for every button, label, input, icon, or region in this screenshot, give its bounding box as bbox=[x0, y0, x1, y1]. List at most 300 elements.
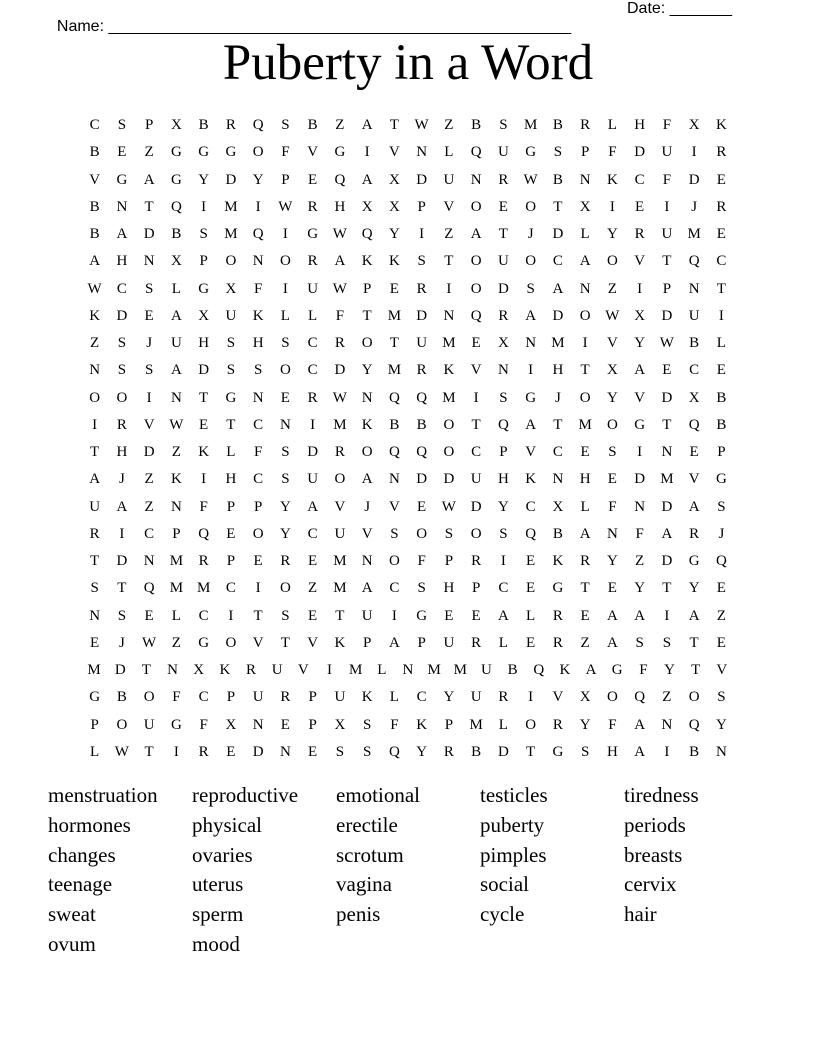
grid-letter[interactable]: U bbox=[271, 662, 283, 678]
grid-letter[interactable]: S bbox=[499, 525, 508, 542]
grid-letter[interactable]: K bbox=[334, 634, 346, 651]
grid-letter[interactable]: P bbox=[444, 716, 454, 733]
grid-letter[interactable]: W bbox=[169, 416, 184, 433]
grid-letter[interactable]: I bbox=[201, 471, 207, 488]
grid-letter[interactable]: M bbox=[442, 335, 456, 351]
grid-letter[interactable]: B bbox=[716, 416, 727, 433]
grid-letter[interactable]: K bbox=[219, 662, 231, 678]
grid-letter[interactable]: O bbox=[279, 253, 291, 270]
grid-letter[interactable]: Q bbox=[252, 226, 264, 242]
grid-letter[interactable]: E bbox=[716, 171, 726, 188]
grid-letter[interactable]: V bbox=[634, 389, 646, 406]
grid-letter[interactable]: D bbox=[634, 144, 646, 161]
grid-letter[interactable]: Y bbox=[361, 362, 373, 379]
grid-letter[interactable]: K bbox=[170, 471, 182, 488]
grid-letter[interactable]: O bbox=[388, 553, 400, 569]
grid-letter[interactable]: P bbox=[499, 444, 508, 460]
grid-letter[interactable]: O bbox=[443, 416, 455, 433]
grid-letter[interactable]: N bbox=[252, 389, 264, 406]
grid-letter[interactable]: E bbox=[308, 553, 318, 569]
grid-letter[interactable]: M bbox=[469, 716, 483, 733]
grid-letter[interactable]: O bbox=[225, 253, 237, 270]
grid-letter[interactable]: T bbox=[553, 416, 563, 433]
grid-letter[interactable]: P bbox=[662, 280, 672, 297]
grid-letter[interactable]: N bbox=[634, 498, 646, 515]
grid-letter[interactable]: I bbox=[637, 280, 643, 297]
grid-letter[interactable]: D bbox=[552, 307, 564, 324]
grid-letter[interactable]: C bbox=[307, 335, 318, 351]
name-field[interactable]: Name: ____________________________________________________ bbox=[56, 18, 572, 35]
grid-letter[interactable]: E bbox=[716, 226, 726, 242]
grid-letter[interactable]: Q bbox=[470, 307, 482, 324]
grid-letter[interactable]: T bbox=[280, 634, 290, 651]
grid-letter[interactable]: R bbox=[334, 444, 345, 460]
grid-letter[interactable]: K bbox=[443, 362, 455, 379]
grid-letter[interactable]: S bbox=[362, 743, 372, 760]
grid-letter[interactable]: R bbox=[552, 634, 563, 651]
grid-letter[interactable]: G bbox=[688, 553, 700, 569]
grid-letter[interactable]: O bbox=[443, 444, 455, 460]
grid-letter[interactable]: Z bbox=[335, 117, 345, 133]
grid-letter[interactable]: T bbox=[553, 198, 563, 215]
grid-letter[interactable]: V bbox=[297, 662, 309, 678]
grid-letter[interactable]: G bbox=[198, 280, 210, 297]
grid-letter[interactable]: I bbox=[282, 226, 288, 242]
grid-letter[interactable]: U bbox=[361, 607, 373, 624]
grid-letter[interactable]: J bbox=[718, 525, 725, 542]
grid-letter[interactable]: E bbox=[716, 580, 726, 597]
grid-letter[interactable]: P bbox=[580, 144, 590, 161]
grid-letter[interactable]: Q bbox=[416, 444, 428, 460]
grid-letter[interactable]: F bbox=[253, 444, 263, 460]
grid-letter[interactable]: C bbox=[198, 607, 209, 624]
grid-letter[interactable]: A bbox=[388, 634, 400, 651]
grid-letter[interactable]: A bbox=[525, 307, 537, 324]
grid-letter[interactable]: U bbox=[334, 525, 346, 542]
grid-letter[interactable]: D bbox=[634, 471, 646, 488]
grid-letter[interactable]: E bbox=[607, 471, 617, 488]
grid-letter[interactable]: Q bbox=[334, 171, 346, 188]
grid-letter[interactable]: Y bbox=[388, 226, 400, 242]
grid-letter[interactable]: E bbox=[308, 743, 318, 760]
grid-letter[interactable]: K bbox=[388, 253, 400, 270]
grid-letter[interactable]: D bbox=[416, 171, 428, 188]
grid-letter[interactable]: M bbox=[578, 416, 592, 433]
grid-letter[interactable]: Z bbox=[308, 580, 318, 597]
grid-letter[interactable]: G bbox=[170, 144, 182, 161]
grid-letter[interactable]: E bbox=[417, 498, 427, 515]
grid-letter[interactable]: G bbox=[225, 144, 237, 161]
grid-letter[interactable]: T bbox=[526, 743, 536, 760]
grid-letter[interactable]: O bbox=[279, 362, 291, 379]
grid-letter[interactable]: U bbox=[252, 689, 264, 706]
grid-letter[interactable]: Q bbox=[361, 226, 373, 242]
grid-letter[interactable]: E bbox=[226, 743, 236, 760]
grid-letter[interactable]: O bbox=[225, 634, 237, 651]
grid-letter[interactable]: J bbox=[146, 335, 153, 351]
grid-letter[interactable]: W bbox=[441, 498, 456, 515]
grid-letter[interactable]: P bbox=[226, 498, 236, 515]
grid-letter[interactable]: I bbox=[119, 525, 125, 542]
grid-letter[interactable]: O bbox=[89, 389, 101, 406]
grid-letter[interactable]: O bbox=[416, 525, 428, 542]
grid-letter[interactable]: I bbox=[582, 335, 588, 351]
grid-letter[interactable]: O bbox=[606, 689, 618, 706]
grid-letter[interactable]: N bbox=[361, 389, 373, 406]
grid-letter[interactable]: U bbox=[688, 307, 700, 324]
grid-letter[interactable]: Q bbox=[688, 253, 700, 270]
grid-letter[interactable]: E bbox=[90, 634, 100, 651]
grid-letter[interactable]: D bbox=[497, 280, 509, 297]
grid-letter[interactable]: R bbox=[498, 307, 509, 324]
grid-letter[interactable]: B bbox=[716, 389, 727, 406]
grid-letter[interactable]: F bbox=[199, 498, 208, 515]
grid-letter[interactable]: P bbox=[199, 253, 208, 270]
grid-letter[interactable]: T bbox=[90, 444, 100, 460]
grid-letter[interactable]: P bbox=[308, 716, 317, 733]
grid-letter[interactable]: T bbox=[580, 580, 590, 597]
grid-letter[interactable]: K bbox=[525, 471, 537, 488]
grid-letter[interactable]: I bbox=[528, 362, 534, 379]
grid-letter[interactable]: N bbox=[252, 253, 264, 270]
grid-letter[interactable]: J bbox=[118, 471, 125, 488]
grid-letter[interactable]: A bbox=[606, 607, 618, 624]
grid-letter[interactable]: M bbox=[169, 580, 184, 597]
grid-letter[interactable]: D bbox=[252, 743, 264, 760]
grid-letter[interactable]: E bbox=[199, 416, 209, 433]
grid-letter[interactable]: A bbox=[334, 253, 346, 270]
grid-letter[interactable]: M bbox=[523, 117, 538, 133]
grid-letter[interactable]: S bbox=[117, 607, 127, 624]
grid-letter[interactable]: Y bbox=[198, 171, 210, 188]
grid-letter[interactable]: N bbox=[361, 553, 373, 569]
grid-letter[interactable]: K bbox=[89, 307, 101, 324]
grid-letter[interactable]: R bbox=[716, 198, 727, 215]
grid-letter[interactable]: U bbox=[170, 335, 182, 351]
grid-letter[interactable]: S bbox=[117, 362, 127, 379]
grid-letter[interactable]: F bbox=[335, 307, 345, 324]
grid-letter[interactable]: R bbox=[498, 171, 509, 188]
grid-letter[interactable]: V bbox=[361, 525, 373, 542]
grid-letter[interactable]: F bbox=[608, 144, 617, 161]
grid-letter[interactable]: Z bbox=[444, 117, 454, 133]
grid-letter[interactable]: T bbox=[199, 389, 209, 406]
grid-letter[interactable]: V bbox=[606, 335, 618, 351]
grid-letter[interactable]: Z bbox=[171, 634, 181, 651]
grid-letter[interactable]: D bbox=[416, 471, 428, 488]
grid-letter[interactable]: A bbox=[525, 416, 537, 433]
grid-letter[interactable]: S bbox=[144, 362, 154, 379]
grid-letter[interactable]: V bbox=[716, 662, 728, 678]
grid-letter[interactable]: L bbox=[389, 689, 399, 706]
grid-letter[interactable]: R bbox=[580, 117, 591, 133]
grid-letter[interactable]: I bbox=[446, 280, 452, 297]
grid-letter[interactable]: H bbox=[497, 471, 509, 488]
grid-letter[interactable]: O bbox=[525, 716, 537, 733]
grid-letter[interactable]: D bbox=[661, 307, 673, 324]
grid-letter[interactable]: T bbox=[662, 580, 672, 597]
grid-letter[interactable]: E bbox=[580, 607, 590, 624]
grid-letter[interactable]: X bbox=[579, 689, 591, 706]
grid-letter[interactable]: D bbox=[688, 171, 700, 188]
grid-letter[interactable]: O bbox=[252, 144, 264, 161]
grid-letter[interactable]: E bbox=[689, 444, 699, 460]
grid-letter[interactable]: R bbox=[198, 553, 209, 569]
grid-letter[interactable]: O bbox=[525, 198, 537, 215]
grid-letter[interactable]: L bbox=[444, 144, 454, 161]
grid-letter[interactable]: G bbox=[225, 389, 237, 406]
grid-letter[interactable]: O bbox=[579, 307, 591, 324]
grid-letter[interactable]: O bbox=[470, 525, 482, 542]
grid-letter[interactable]: O bbox=[688, 689, 700, 706]
grid-letter[interactable]: I bbox=[326, 662, 332, 678]
grid-letter[interactable]: P bbox=[253, 498, 263, 515]
grid-letter[interactable]: N bbox=[89, 362, 101, 379]
grid-letter[interactable]: S bbox=[281, 444, 290, 460]
grid-letter[interactable]: W bbox=[142, 634, 157, 651]
grid-letter[interactable]: X bbox=[388, 171, 400, 188]
grid-letter[interactable]: R bbox=[416, 362, 427, 379]
grid-letter[interactable]: X bbox=[170, 253, 182, 270]
grid-letter[interactable]: R bbox=[307, 389, 318, 406]
grid-letter[interactable]: N bbox=[170, 498, 182, 515]
grid-letter[interactable]: N bbox=[470, 171, 482, 188]
grid-letter[interactable]: M bbox=[427, 662, 441, 678]
grid-letter[interactable]: X bbox=[606, 362, 618, 379]
grid-letter[interactable]: C bbox=[307, 525, 318, 542]
grid-letter[interactable]: U bbox=[661, 226, 673, 242]
grid-letter[interactable]: R bbox=[280, 553, 291, 569]
grid-letter[interactable]: X bbox=[225, 716, 237, 733]
grid-letter[interactable]: Z bbox=[144, 498, 154, 515]
grid-letter[interactable]: N bbox=[143, 553, 155, 569]
grid-letter[interactable]: I bbox=[146, 389, 152, 406]
grid-letter[interactable]: A bbox=[116, 226, 128, 242]
grid-letter[interactable]: F bbox=[172, 689, 181, 706]
grid-letter[interactable]: S bbox=[553, 144, 563, 161]
grid-letter[interactable]: S bbox=[499, 389, 508, 406]
grid-letter[interactable]: S bbox=[608, 444, 617, 460]
grid-letter[interactable]: M bbox=[442, 389, 456, 406]
grid-letter[interactable]: O bbox=[361, 335, 373, 351]
grid-letter[interactable]: T bbox=[117, 580, 127, 597]
grid-letter[interactable]: S bbox=[117, 117, 127, 133]
grid-letter[interactable]: U bbox=[225, 307, 237, 324]
grid-letter[interactable]: O bbox=[116, 389, 128, 406]
grid-letter[interactable]: T bbox=[471, 416, 481, 433]
grid-letter[interactable]: X bbox=[634, 307, 646, 324]
grid-letter[interactable]: Q bbox=[715, 553, 727, 569]
grid-letter[interactable]: H bbox=[252, 335, 264, 351]
grid-letter[interactable]: D bbox=[334, 362, 346, 379]
grid-letter[interactable]: S bbox=[90, 580, 99, 597]
grid-letter[interactable]: M bbox=[224, 198, 238, 215]
grid-letter[interactable]: S bbox=[662, 634, 672, 651]
grid-letter[interactable]: M bbox=[333, 580, 347, 597]
grid-letter[interactable]: L bbox=[526, 607, 536, 624]
grid-letter[interactable]: T bbox=[389, 335, 399, 351]
grid-letter[interactable]: U bbox=[143, 716, 155, 733]
grid-letter[interactable]: T bbox=[691, 662, 701, 678]
grid-letter[interactable]: L bbox=[498, 716, 508, 733]
grid-letter[interactable]: W bbox=[278, 198, 293, 215]
grid-letter[interactable]: O bbox=[606, 416, 618, 433]
grid-letter[interactable]: D bbox=[661, 553, 673, 569]
grid-letter[interactable]: Y bbox=[688, 580, 700, 597]
grid-letter[interactable]: O bbox=[143, 689, 155, 706]
grid-letter[interactable]: N bbox=[89, 607, 101, 624]
grid-letter[interactable]: H bbox=[116, 253, 128, 270]
grid-letter[interactable]: N bbox=[606, 525, 618, 542]
grid-letter[interactable]: G bbox=[334, 144, 346, 161]
grid-letter[interactable]: T bbox=[662, 416, 672, 433]
grid-letter[interactable]: W bbox=[332, 280, 347, 297]
grid-letter[interactable]: T bbox=[580, 362, 590, 379]
grid-letter[interactable]: T bbox=[253, 607, 263, 624]
grid-letter[interactable]: K bbox=[606, 171, 618, 188]
grid-letter[interactable]: U bbox=[443, 171, 455, 188]
grid-letter[interactable]: C bbox=[253, 471, 264, 488]
grid-letter[interactable]: O bbox=[606, 253, 618, 270]
grid-letter[interactable]: U bbox=[334, 689, 346, 706]
grid-letter[interactable]: E bbox=[144, 307, 154, 324]
grid-letter[interactable]: N bbox=[167, 662, 178, 678]
grid-letter[interactable]: X bbox=[688, 389, 700, 406]
grid-letter[interactable]: B bbox=[89, 198, 100, 215]
grid-letter[interactable]: C bbox=[498, 580, 509, 597]
grid-letter[interactable]: H bbox=[606, 743, 618, 760]
grid-letter[interactable]: I bbox=[173, 743, 179, 760]
grid-letter[interactable]: E bbox=[308, 607, 318, 624]
grid-letter[interactable]: R bbox=[716, 144, 727, 161]
grid-letter[interactable]: Y bbox=[579, 716, 591, 733]
grid-letter[interactable]: T bbox=[662, 253, 672, 270]
grid-letter[interactable]: I bbox=[391, 607, 397, 624]
grid-letter[interactable]: Y bbox=[279, 498, 291, 515]
grid-letter[interactable]: A bbox=[585, 662, 597, 678]
grid-letter[interactable]: N bbox=[715, 743, 727, 760]
grid-letter[interactable]: T bbox=[335, 607, 345, 624]
grid-letter[interactable]: S bbox=[417, 580, 426, 597]
grid-letter[interactable]: L bbox=[580, 498, 590, 515]
grid-letter[interactable]: G bbox=[170, 171, 182, 188]
grid-letter[interactable]: I bbox=[282, 280, 288, 297]
grid-letter[interactable]: A bbox=[470, 226, 482, 242]
grid-letter[interactable]: Y bbox=[416, 743, 428, 760]
grid-letter[interactable]: M bbox=[687, 226, 701, 242]
grid-letter[interactable]: C bbox=[198, 689, 209, 706]
grid-letter[interactable]: I bbox=[364, 144, 370, 161]
grid-letter[interactable]: Q bbox=[533, 662, 545, 678]
grid-letter[interactable]: P bbox=[226, 689, 236, 706]
grid-letter[interactable]: S bbox=[281, 117, 290, 133]
grid-letter[interactable]: G bbox=[552, 743, 564, 760]
grid-letter[interactable]: R bbox=[307, 198, 318, 215]
grid-letter[interactable]: Z bbox=[144, 144, 154, 161]
grid-letter[interactable]: T bbox=[498, 226, 508, 242]
grid-letter[interactable]: C bbox=[552, 253, 563, 270]
grid-letter[interactable]: R bbox=[198, 743, 209, 760]
grid-letter[interactable]: R bbox=[89, 525, 100, 542]
grid-letter[interactable]: O bbox=[334, 471, 346, 488]
grid-letter[interactable]: Z bbox=[90, 335, 100, 351]
grid-letter[interactable]: D bbox=[661, 498, 673, 515]
grid-letter[interactable]: Q bbox=[497, 416, 509, 433]
grid-letter[interactable]: D bbox=[116, 553, 128, 569]
grid-letter[interactable]: P bbox=[444, 553, 454, 569]
grid-letter[interactable]: U bbox=[307, 471, 319, 488]
grid-letter[interactable]: V bbox=[89, 171, 101, 188]
grid-letter[interactable]: I bbox=[609, 198, 615, 215]
grid-letter[interactable]: L bbox=[226, 444, 236, 460]
grid-letter[interactable]: Z bbox=[607, 280, 617, 297]
grid-letter[interactable]: J bbox=[527, 226, 534, 242]
grid-letter[interactable]: E bbox=[444, 607, 454, 624]
grid-letter[interactable]: Y bbox=[252, 171, 264, 188]
grid-letter[interactable]: R bbox=[443, 743, 454, 760]
grid-letter[interactable]: K bbox=[361, 689, 373, 706]
grid-letter[interactable]: M bbox=[333, 553, 347, 569]
grid-letter[interactable]: K bbox=[198, 444, 210, 460]
grid-letter[interactable]: O bbox=[279, 580, 291, 597]
grid-letter[interactable]: Y bbox=[606, 389, 618, 406]
grid-letter[interactable]: E bbox=[308, 171, 318, 188]
grid-letter[interactable]: C bbox=[89, 117, 100, 133]
grid-letter[interactable]: W bbox=[332, 389, 347, 406]
grid-letter[interactable]: Z bbox=[716, 607, 726, 624]
grid-letter[interactable]: V bbox=[634, 253, 646, 270]
grid-letter[interactable]: Z bbox=[171, 444, 181, 460]
grid-letter[interactable]: U bbox=[661, 144, 673, 161]
grid-letter[interactable]: S bbox=[335, 743, 345, 760]
grid-letter[interactable]: R bbox=[689, 525, 700, 542]
grid-letter[interactable]: D bbox=[198, 362, 210, 379]
grid-letter[interactable]: S bbox=[526, 280, 535, 297]
grid-letter[interactable]: Z bbox=[635, 553, 645, 569]
grid-letter[interactable]: J bbox=[691, 198, 698, 215]
grid-letter[interactable]: D bbox=[225, 171, 237, 188]
grid-letter[interactable]: K bbox=[252, 307, 264, 324]
grid-letter[interactable]: D bbox=[416, 307, 428, 324]
grid-letter[interactable]: T bbox=[389, 117, 399, 133]
grid-letter[interactable]: C bbox=[389, 580, 400, 597]
grid-letter[interactable]: U bbox=[443, 634, 455, 651]
grid-letter[interactable]: C bbox=[471, 444, 482, 460]
grid-letter[interactable]: Q bbox=[198, 525, 210, 542]
grid-letter[interactable]: Z bbox=[662, 689, 672, 706]
grid-letter[interactable]: D bbox=[114, 662, 126, 678]
grid-letter[interactable]: N bbox=[252, 716, 264, 733]
grid-letter[interactable]: L bbox=[171, 280, 181, 297]
grid-letter[interactable]: L bbox=[498, 634, 508, 651]
grid-letter[interactable]: W bbox=[523, 171, 538, 188]
grid-letter[interactable]: B bbox=[198, 117, 209, 133]
grid-letter[interactable]: P bbox=[144, 117, 154, 133]
grid-letter[interactable]: Y bbox=[634, 580, 646, 597]
grid-letter[interactable]: F bbox=[662, 117, 672, 133]
grid-letter[interactable]: S bbox=[226, 362, 236, 379]
grid-letter[interactable]: H bbox=[334, 198, 346, 215]
grid-letter[interactable]: I bbox=[419, 226, 425, 242]
grid-letter[interactable]: I bbox=[664, 607, 670, 624]
grid-letter[interactable]: G bbox=[198, 144, 210, 161]
grid-letter[interactable]: F bbox=[253, 280, 263, 297]
grid-letter[interactable]: B bbox=[471, 743, 482, 760]
grid-letter[interactable]: T bbox=[444, 253, 454, 270]
grid-letter[interactable]: V bbox=[307, 634, 319, 651]
grid-letter[interactable]: P bbox=[362, 634, 372, 651]
grid-letter[interactable]: A bbox=[688, 607, 700, 624]
